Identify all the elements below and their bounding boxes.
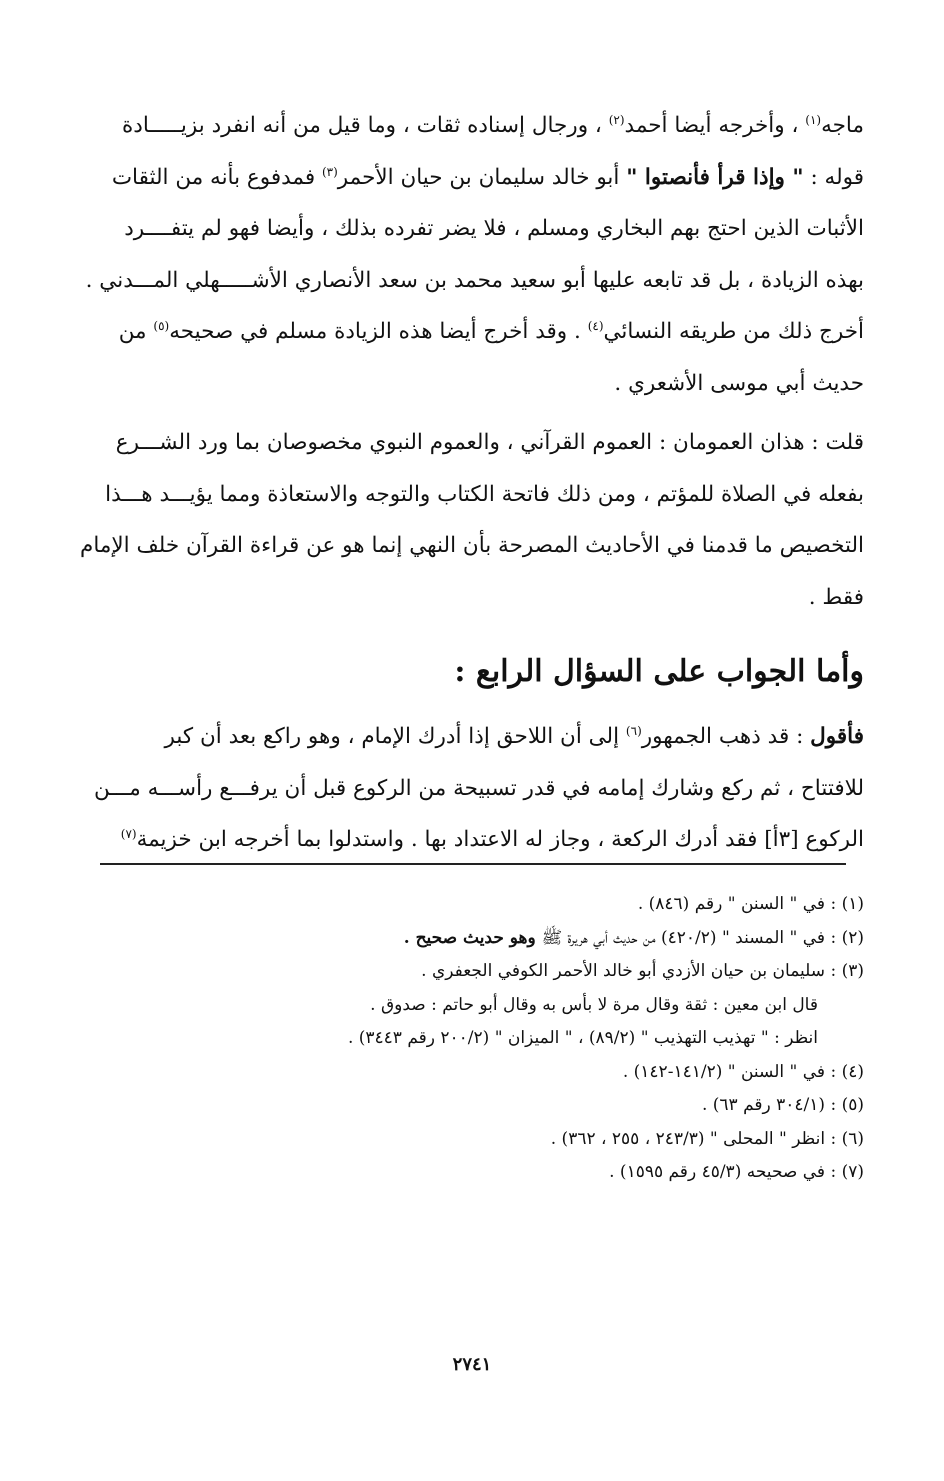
footnote-ref-2[interactable]: (٢)	[608, 112, 625, 127]
text-line: التخصيص ما قدمنا في الأحاديث المصرحة بأن النهي إنما هو عن قراءة القرآن خلف الإمام	[80, 533, 864, 558]
text-segment: . وقد أخرج أيضا هذه الزيادة مسلم في صحيحه	[169, 319, 588, 344]
footnote-2-verdict: وهو حديث صحيح .	[403, 927, 542, 948]
text-line: الأثبات الذين احتج بهم البخاري ومسلم ، فلا يضر تفرده بذلك ، وأيضا فهو لم يتفــــرد	[124, 216, 864, 241]
paragraph-1	[80, 100, 864, 409]
footnote-ref-1[interactable]: (١)	[805, 112, 822, 127]
text-line: بفعله في الصلاة للمؤتم ، ومن ذلك فاتحة الكتاب والتوجه والاستعاذة ومما يؤيـــد هـــذا	[105, 481, 864, 507]
footnote-ref-4[interactable]: (٤)	[587, 318, 604, 333]
text-segment: أخرج ذلك من طريقه النسائي	[603, 319, 864, 344]
footnote-2	[80, 922, 864, 956]
main-text	[80, 100, 864, 866]
footnote-4: (٤) : في " السنن " (١٤١/٢-١٤٢) .	[622, 1061, 864, 1082]
text-line: قلت : هذان العمومان : العموم القرآني ، والعموم النبوي مخصوصان بما ورد الشـــرع	[115, 430, 864, 455]
quoted-hadith: " وإذا قرأ فأنصتوا "	[626, 164, 804, 190]
footnote-5: (٥) : (٣٠٤/١ رقم ٦٣) .	[701, 1095, 864, 1115]
manuscript-folio-marker: [٣أ]	[764, 827, 799, 852]
text-segment: إلى أن اللاحق إذا أدرك الإمام ، وهو راكع بعد أن كبر	[164, 724, 626, 749]
footnote-3-reference: انظر : " تهذيب التهذيب " (٨٩/٢) ، " الميزان " (٢٠٠/٢ رقم ٣٤٤٣) .	[347, 1028, 818, 1048]
text-segment: فقد أدرك الركعة ، وجاز له الاعتداد بها . واستدلوا بما أخرجه ابن خزيمة	[136, 827, 765, 852]
paragraph-3	[80, 711, 864, 866]
page	[80, 100, 864, 1400]
footnote-ref-3[interactable]: (٣)	[321, 164, 338, 179]
footnote-2-text: (٢) : في " المسند " (٤٢٠/٢) من حديث أبي هريرة ﷺ	[541, 927, 864, 948]
footnote-ref-6[interactable]: (٦)	[625, 723, 642, 738]
text-segment: ماجه	[821, 113, 864, 138]
text-segment: من	[118, 319, 154, 344]
text-segment: فمدفوع بأنه من الثقات	[111, 164, 322, 190]
text-line: فقط .	[808, 584, 864, 610]
text-segment: : قد ذهب الجمهور	[641, 724, 811, 749]
text-segment: ، وأخرجه أيضا أحمد	[624, 113, 799, 138]
text-line: للافتتاح ، ثم ركع وشارك إمامه في قدر تسبيحة من الركوع قبل أن يرفـــع رأســـه مـــن	[94, 775, 864, 801]
footnote-7: (٧) : في صحيحه (٤٥/٣ رقم ١٥٩٥) .	[609, 1162, 864, 1182]
text-segment: الركوع	[798, 827, 864, 852]
footnote-1: (١) : في " السنن " رقم (٨٤٦) .	[637, 894, 864, 914]
footnotes	[80, 888, 864, 1190]
section-heading: وأما الجواب على السؤال الرابع :	[454, 654, 864, 689]
paragraph-2	[80, 417, 864, 623]
lead-word: فأقول	[810, 724, 864, 749]
text-segment: قوله :	[803, 164, 864, 190]
footnote-6: (٦) : انظر " المحلى " (٢٤٣/٣ ، ٢٥٥ ، ٣٦٢) .	[550, 1128, 864, 1149]
text-line: بهذه الزيادة ، بل قد تابعه عليها أبو سعيد محمد بن سعد الأنصاري الأشـــــهلي المـــدني .	[85, 267, 864, 293]
page-number: ٢٧٤١	[452, 1354, 492, 1375]
text-line: حديث أبي موسى الأشعري .	[614, 370, 864, 396]
footnote-ref-5[interactable]: (٥)	[153, 318, 170, 333]
footnote-3: (٣) : سليمان بن حيان الأزدي أبو خالد الأحمر الكوفي الجعفري .	[421, 961, 864, 981]
text-segment: ، ورجال إسناده ثقات ، وما قيل من أنه انفرد بزيـــــادة	[122, 113, 602, 138]
text-segment: أبو خالد سليمان بن حيان الأحمر	[337, 164, 627, 190]
footnote-ref-7[interactable]: (٧)	[120, 826, 137, 841]
footnote-3-detail: قال ابن معين : ثقة وقال مرة لا بأس به وقال أبو حاتم : صدوق .	[370, 994, 818, 1015]
footnote-separator	[100, 863, 846, 865]
